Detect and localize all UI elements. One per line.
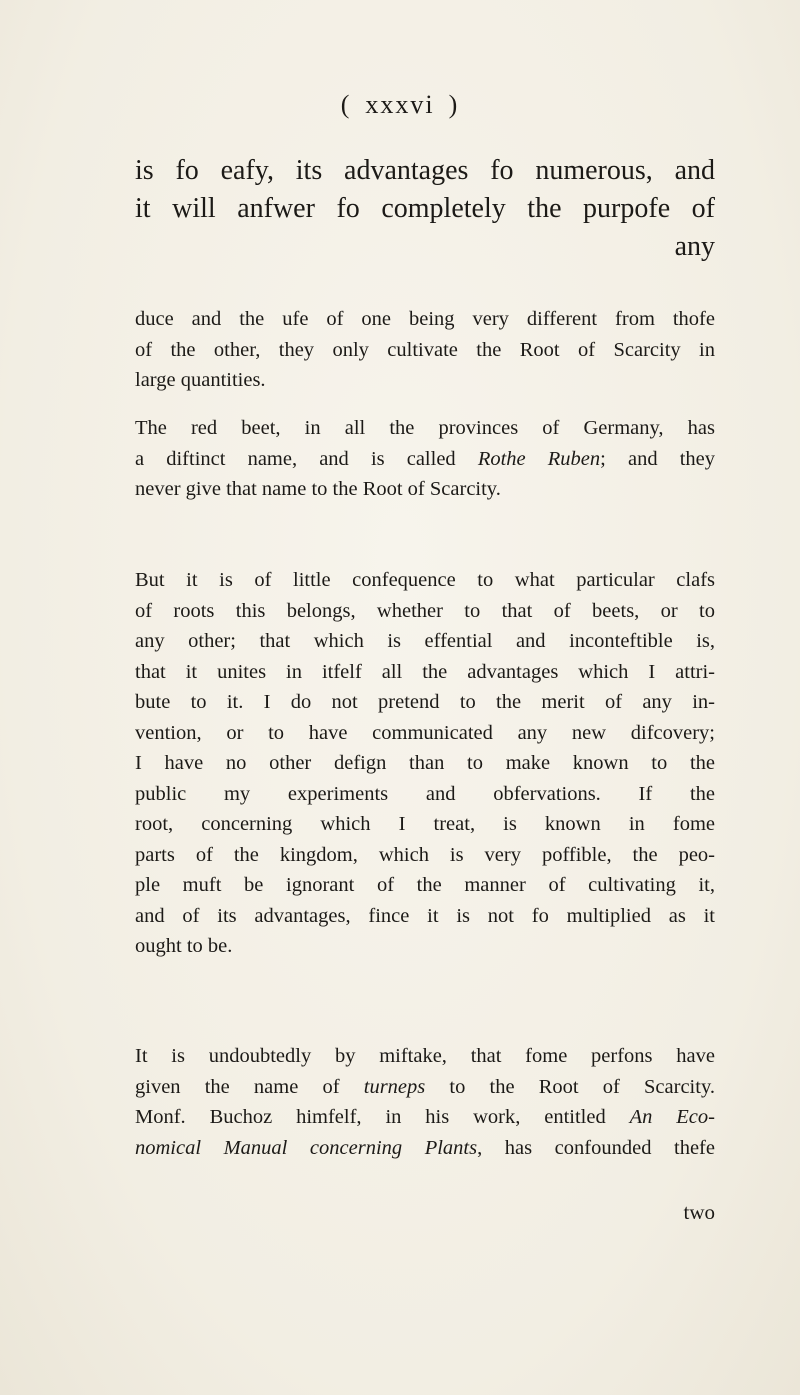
catchword-intro: any [674,231,715,262]
text-line [135,1133,715,1164]
text-line: public my experiments and obfervations. If the [135,782,715,805]
italic-title: An Eco- [629,1106,715,1128]
text-line: and of its advantages, fince it is not fo multiplied as it [135,904,715,927]
text-segment: , has confounded thefe [477,1136,715,1159]
text-line: I have no other defign than to make known to the [135,752,715,774]
text-segment: Monf. Buchoz himfelf, in his work, entitled [135,1106,630,1128]
text-line: The red beet, in all the provinces of Germany, has [135,417,715,439]
text-line: it will anfwer fo completely the purpofe of [135,193,715,224]
text-line: ought to be. [135,935,233,957]
intro-text [135,152,715,266]
italic-term: Rothe Ruben [477,447,601,470]
paragraph-4 [135,1041,715,1163]
text-segment: to the Root of Scarcity. [425,1075,715,1098]
text-line: root, concerning which I treat, is known in fome [135,813,715,835]
paragraph-1 [135,304,715,396]
italic-term: turneps [363,1075,426,1098]
text-line: any other; that which is effential and inconteftible is, [135,630,715,652]
text-line: It is undoubtedly by miftake, that fome perfons have [135,1045,715,1067]
text-line: large quantities. [135,369,266,391]
text-line: bute to it. I do not pretend to the merit of any in- [135,691,715,713]
catchword: two [683,1200,715,1224]
text-line: vention, or to have communicated any new difcovery; [135,721,715,744]
text-segment: given the name of [135,1075,364,1098]
text-line [135,444,715,475]
text-segment: ; and they [600,447,715,470]
left-parenthesis: ( [340,90,352,119]
text-line: of the other, they only cultivate the Root of Scarcity in [135,338,715,361]
page-number: xxxvi [365,90,435,119]
text-line: But it is of little confequence to what particular clafs [135,569,715,591]
page-header [0,90,800,120]
text-line: is fo eafy, its advantages fo numerous, and [135,155,715,186]
text-line: never give that name to the Root of Scarcity. [135,478,501,500]
paragraph-3 [135,565,715,962]
text-segment: a diftinct name, and is called [135,447,478,470]
text-line: that it unites in itfelf all the advantages which I attri- [135,660,715,683]
text-line: ple muft be ignorant of the manner of cultivating it, [135,874,715,896]
text-line: of roots this belongs, whether to that of beets, or to [135,599,715,622]
paragraph-2 [135,413,715,505]
italic-title: nomical Manual concerning Plants [135,1136,478,1159]
right-parenthesis: ) [448,90,460,119]
text-line [135,1072,715,1103]
text-line [135,1102,715,1133]
text-line: parts of the kingdom, which is very poffible, the peo- [135,843,715,866]
text-line: duce and the ufe of one being very different from thofe [135,308,715,330]
